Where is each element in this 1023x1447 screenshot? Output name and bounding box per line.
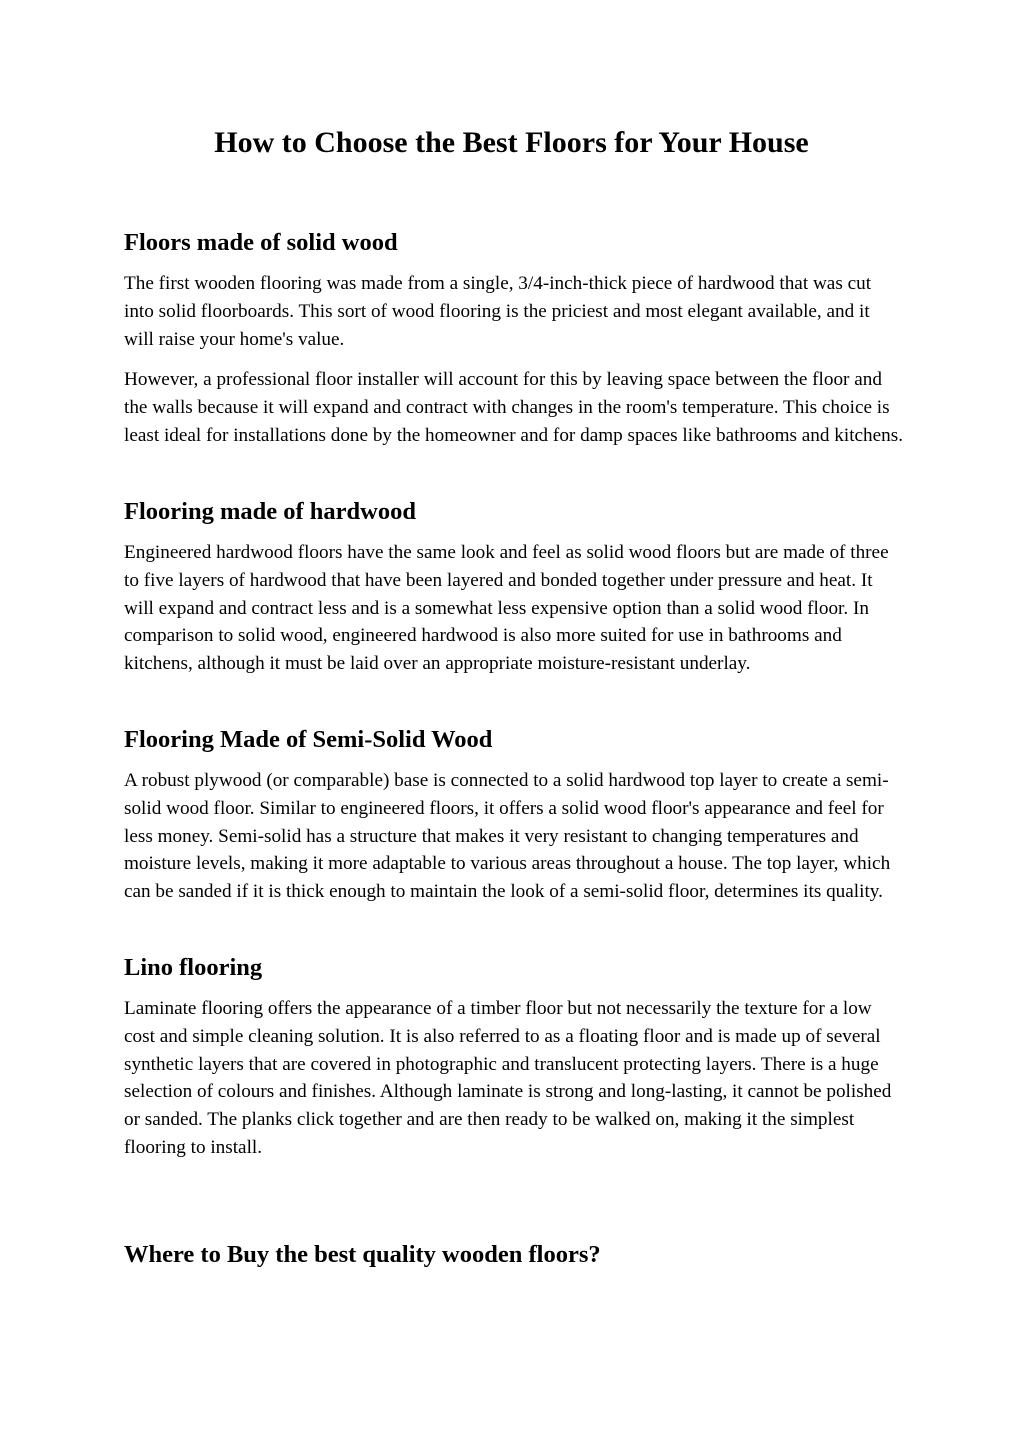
section-heading: Floors made of solid wood xyxy=(124,229,398,256)
section-heading: Lino flooring xyxy=(124,954,263,981)
section-heading: Flooring Made of Semi-Solid Wood xyxy=(124,726,493,753)
section-lino-flooring xyxy=(124,952,904,1162)
document-title: How to Choose the Best Floors for Your House xyxy=(214,126,809,159)
section-semi-solid-wood xyxy=(124,724,904,906)
section-paragraph: Laminate flooring offers the appearance of a timber floor but not necessarily the texture for a low cost and simple cleaning solution. It is also referred to as a floating floor and is made up of several synthetic layers that are covered in photographic and translucent protecting layers. There is a huge selection of colours and finishes. Although laminate is strong and long-lasting, it cannot be polished or sanded. The planks click together and are then ready to be walked on, making it the simplest flooring to install. xyxy=(124,998,892,1158)
section-paragraph: However, a professional floor installer will account for this by leaving space between the floor and the walls because it will expand and contract with changes in the room's temperature. This choice is least ideal for installations done by the homeowner and for damp spaces like bathrooms and kitchens. xyxy=(124,369,904,446)
section-paragraph: Engineered hardwood floors have the same look and feel as solid wood floors but are made of three to five layers of hardwood that have been layered and bonded together under pressure and heat. It will expand and contract less and is a somewhat less expensive option than a solid wood floor. In comparison to solid wood, engineered hardwood is also more suited for use in bathrooms and kitchens, although it must be laid over an appropriate moisture-resistant underlay. xyxy=(124,542,889,675)
section-heading: Flooring made of hardwood xyxy=(124,498,416,525)
final-heading: Where to Buy the best quality wooden floors? xyxy=(124,1241,601,1268)
section-paragraph: A robust plywood (or comparable) base is connected to a solid hardwood top layer to create a semi-solid wood floor. Similar to engineered floors, it offers a solid wood floor's appearance and feel for less money. Semi-solid has a structure that makes it very resistant to changing temperatures and moisture levels, making it more adaptable to various areas throughout a house. The top layer, which can be sanded if it is thick enough to maintain the look of a semi-solid floor, determines its quality. xyxy=(124,770,891,903)
section-solid-wood xyxy=(124,227,904,450)
section-paragraph: The first wooden flooring was made from a single, 3/4-inch-thick piece of hardwood that was cut into solid floorboards. This sort of wood flooring is the priciest and most elegant available, and it will raise your home's value. xyxy=(124,273,872,350)
section-hardwood xyxy=(124,496,904,678)
